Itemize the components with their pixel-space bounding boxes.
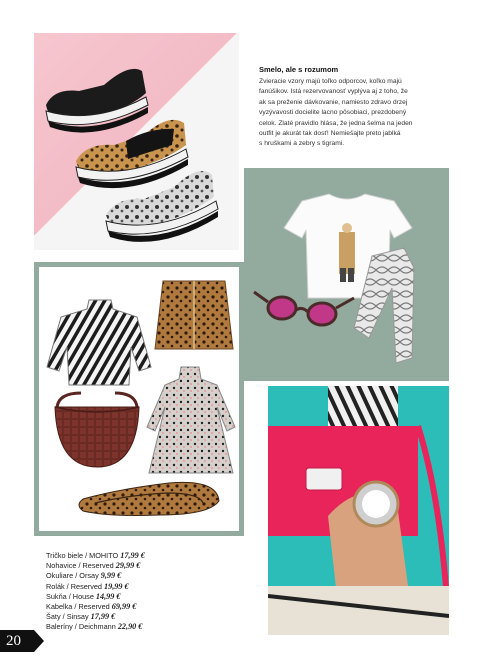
item-name: Nohavice (46, 561, 77, 571)
article-line: celok. Zlaté pravidlo hlása, že jedna šelma na jeden (259, 119, 413, 127)
leopard-ballerinas (79, 482, 219, 515)
article-line: s hruškami a zebry s tigrami. (259, 140, 345, 148)
store-name: Reserved (70, 581, 102, 591)
leopard-skirt (155, 281, 233, 349)
item-name: Tričko biele (46, 551, 84, 560)
article-line: fanúšikov. Istá rezervovanosť vyplýva aj z toho, že (259, 88, 408, 96)
article-line: Zvieracie vzory majú toľko odporcov, koľko majú (259, 78, 402, 85)
article-heading: Smelo, ale s rozumom (259, 65, 339, 74)
item-price: 17,99 € (90, 612, 116, 622)
store-name: Reserved (78, 602, 110, 612)
store-name: MOHITO (89, 551, 119, 560)
zebra-turtleneck (47, 300, 151, 385)
black-sneaker (46, 69, 148, 133)
bag-illustration (268, 386, 449, 635)
article-line: outfit je akurát tak dosť! Nemiešajte preto jablká (259, 130, 401, 138)
item-price: 29,99 € (115, 561, 141, 571)
store-name: Sinsay (66, 612, 89, 622)
price-row: Nohavice / Reserved 29,99 € (46, 561, 141, 571)
price-row: Baleríny / Deichmann 22,90 € (46, 622, 143, 632)
item-name: Kabelka (46, 602, 73, 612)
item-price: 22,90 € (117, 622, 143, 632)
item-name: Sukňa (46, 591, 67, 601)
article-body (259, 77, 449, 150)
sneakers-illustration (34, 33, 239, 250)
item-name: Okuliare (46, 571, 74, 581)
store-name: Deichmann (78, 622, 116, 632)
item-price: 19,99 € (104, 581, 129, 591)
item-name: Rolák (46, 581, 65, 591)
bag-photo (268, 386, 449, 635)
tshirt-illustration (244, 168, 449, 381)
article-line: ak sa preženie dávkovanie, namiesto zdravo drzej (259, 98, 408, 106)
price-row: Rolák / Reserved 19,99 € (46, 581, 129, 591)
floral-dress (147, 367, 235, 473)
price-list (46, 551, 246, 633)
price-row: Tričko biele / MOHITO 17,99 € (46, 551, 145, 560)
store-name: House (72, 591, 94, 601)
item-price: 9,99 € (100, 571, 122, 581)
price-row: Kabelka / Reserved 69,99 € (46, 602, 137, 612)
store-name: Reserved (82, 561, 114, 571)
item-price: 17,99 € (120, 551, 145, 560)
item-name: Baleríny (46, 622, 73, 632)
price-row: Okuliare / Orsay 9,99 € (46, 571, 122, 581)
sneakers-photo (34, 33, 239, 250)
crocodile-bag (55, 393, 139, 467)
price-row: Šaty / Sinsay 17,99 € (46, 612, 116, 622)
product-collage (34, 262, 244, 536)
price-row: Sukňa / House 14,99 € (46, 591, 121, 601)
item-price: 14,99 € (95, 591, 121, 601)
item-name: Šaty (46, 612, 61, 622)
article-line: vyzývavosti docielite lacno pôsobiaci, prezdobený (259, 109, 407, 117)
collage-illustration (39, 267, 239, 531)
store-name: Orsay (79, 571, 99, 581)
page-number: 20 (0, 630, 34, 652)
item-price: 69,99 € (111, 602, 137, 612)
article-text (259, 65, 449, 150)
tshirt-photo (244, 168, 449, 381)
